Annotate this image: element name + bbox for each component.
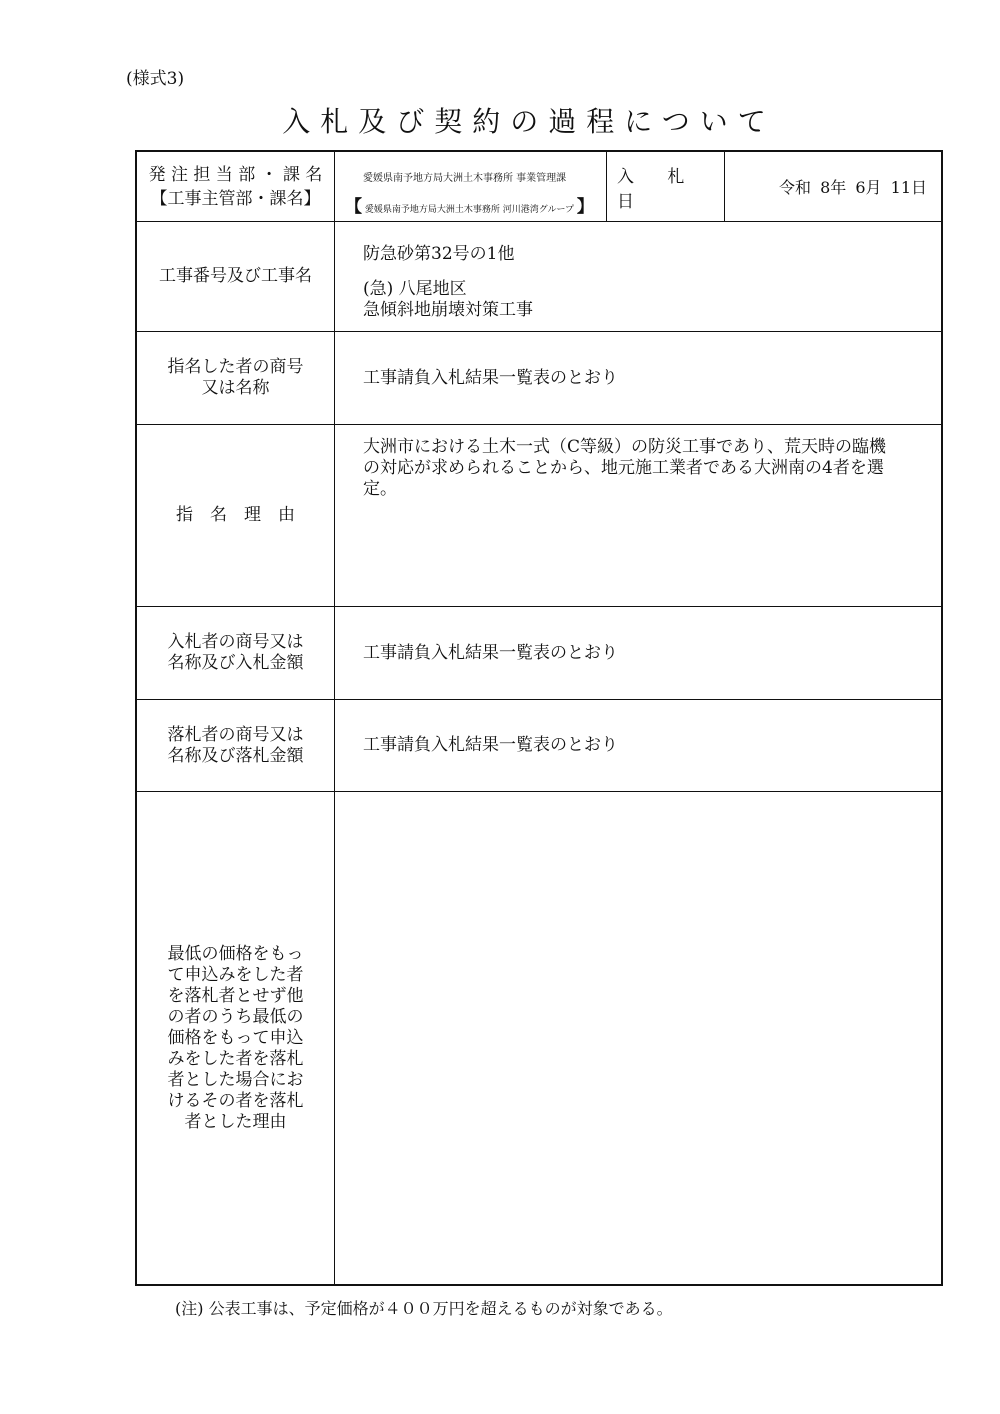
nominees-label: 指名した者の商号 又は名称 xyxy=(137,332,335,424)
procurement-table xyxy=(135,150,943,1286)
ordering-dept: 愛媛県南予地方局大洲土木事務所 事業管理課 xyxy=(363,173,567,184)
bidders-label: 入札者の商号又は 名称及び入札金額 xyxy=(137,607,335,699)
lowest-reason-value xyxy=(335,792,941,1284)
project-row xyxy=(137,222,941,332)
header-row xyxy=(137,152,941,222)
reason-label: 指 名 理 由 xyxy=(137,425,335,606)
dept-label-cell xyxy=(137,152,335,221)
winner-row xyxy=(137,700,941,792)
lowest-reason-label: 最低の価格をもっ て申込みをした者 を落札者とせず他 の者のうち最低の 価格をもって申込 みをした者を落札 者とした場合にお けるその者を落札 者とした理由 xyxy=(137,792,335,1284)
sub-dept-label: 【工事主管部・課名】 xyxy=(150,188,321,209)
project-name-line1: (急) 八尾地区 xyxy=(363,279,467,299)
page-title: 入札及び契約の過程について xyxy=(282,105,776,138)
footnote: (注) 公表工事は、予定価格が４００万円を超えるものが対象である。 xyxy=(175,1299,673,1318)
project-label: 工事番号及び工事名 xyxy=(137,222,335,331)
bid-date: 令和 8年 6月 11日 xyxy=(779,178,927,197)
bidders-value: 工事請負入札結果一覧表のとおり xyxy=(363,642,618,663)
bid-date-label: 入 札 日 xyxy=(607,152,725,221)
nominees-row xyxy=(137,332,941,425)
project-name-line2: 急傾斜地崩壊対策工事 xyxy=(363,300,533,320)
reason-row xyxy=(137,425,941,607)
dept-cell xyxy=(335,152,607,221)
reason-value: 大洲市における土木一式（C等級）の防災工事であり、荒天時の臨機 の対応が求められることから、地元施工業者である大洲南の4者を選 定。 xyxy=(363,437,887,499)
dept-label: 発 注 担 当 部 ・ 課 名 xyxy=(148,164,323,185)
form-number: (様式3) xyxy=(126,69,185,89)
winner-value: 工事請負入札結果一覧表のとおり xyxy=(363,735,618,755)
managing-dept: 【 愛媛県南予地方局大洲土木事務所 河川港湾グループ 】 xyxy=(345,197,594,217)
winner-label: 落札者の商号又は 名称及び落札金額 xyxy=(137,700,335,791)
lowest-reason-row xyxy=(137,792,941,1284)
bidders-row xyxy=(137,607,941,700)
project-value xyxy=(335,222,941,331)
project-number: 防急砂第32号の1他 xyxy=(363,244,515,264)
nominees-value: 工事請負入札結果一覧表のとおり xyxy=(363,367,618,388)
